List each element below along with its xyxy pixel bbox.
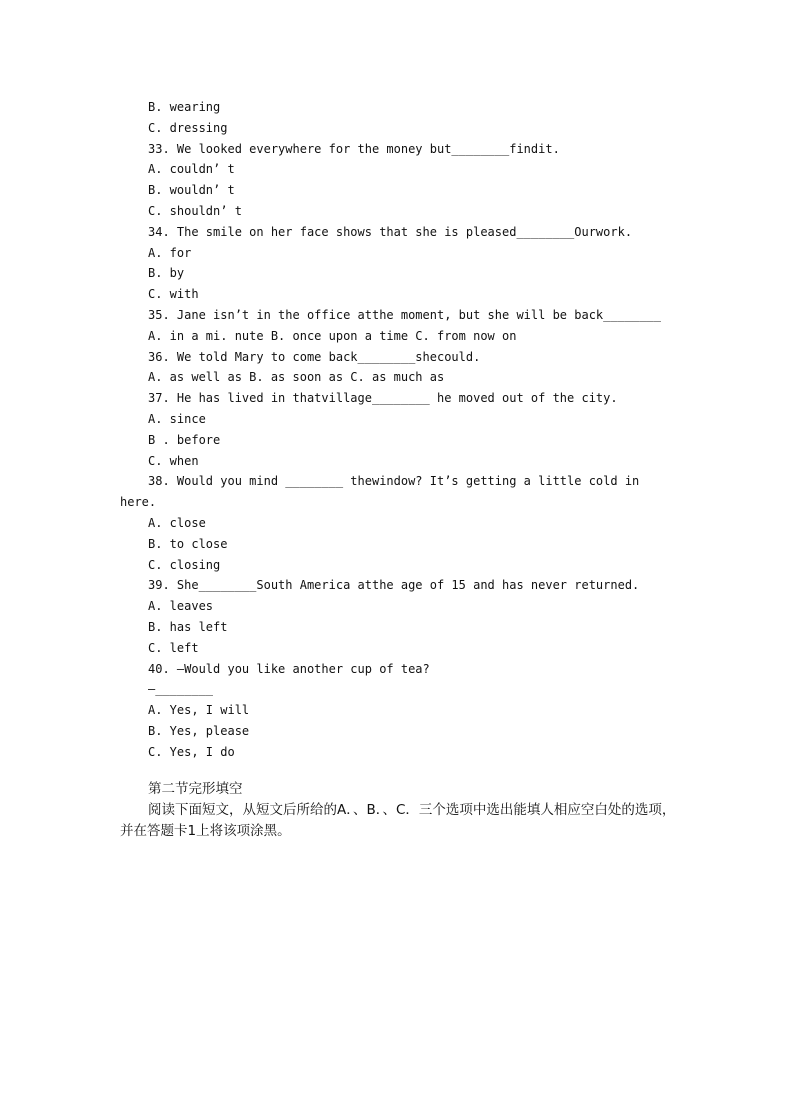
text-line: B . before <box>148 432 221 447</box>
text-line: 38. Would you mind ________ thewindow? It’s getting a little cold in <box>148 474 640 489</box>
text-line: C. dressing <box>148 120 228 135</box>
text-line: B. by <box>148 266 185 281</box>
text-line: A. for <box>148 245 192 260</box>
text-line: A. in a mi. nute B. once upon a time C. from now on <box>148 328 517 343</box>
text-line: C. closing <box>148 557 221 572</box>
text-line: B. to close <box>148 536 228 551</box>
text-line: 36. We told Mary to come back________shecould. <box>148 349 481 364</box>
text-line: 33. We looked everywhere for the money but________findit. <box>148 141 560 156</box>
text-line: A. Yes, I will <box>148 703 250 718</box>
text-line: C. shouldn’ t <box>148 203 242 218</box>
section-instruction: 阅读下面短文，从短文后所给的A．、B．、C．三个选项中选出能填人相应空白处的选项，并在答题卡1上将该项涂黑。 <box>120 802 676 839</box>
text-line: 37. He has lived in thatvillage________ he moved out of the city. <box>148 391 618 406</box>
text-line: 35. Jane isn’t in the office atthe moment, but she will be back________ <box>148 307 661 322</box>
text-line: C. Yes, I do <box>148 744 235 759</box>
text-line: A. couldn’ t <box>148 162 235 177</box>
text-line: A. since <box>148 411 206 426</box>
text-line: here. <box>120 495 157 510</box>
text-line: 34. The smile on her face shows that she is pleased________Ourwork. <box>148 224 633 239</box>
cloze-section <box>120 779 680 842</box>
text-line: A. close <box>148 515 206 530</box>
text-line: C. left <box>148 640 199 655</box>
text-line: C. with <box>148 287 199 302</box>
text-line: —________ <box>148 682 214 697</box>
text-line: B. has left <box>148 619 228 634</box>
text-line: B. wearing <box>148 100 221 114</box>
section-title: 第二节完形填空 <box>148 781 243 797</box>
text-line: A. leaves <box>148 599 214 614</box>
text-line: C. when <box>148 453 199 468</box>
text-line: B. Yes, please <box>148 723 250 738</box>
text-line: A. as well as B. as soon as C. as much as <box>148 370 445 385</box>
text-line: B. wouldn’ t <box>148 183 235 198</box>
text-line: 39. She________South America atthe age of 15 and has never returned. <box>148 578 640 593</box>
question-list <box>120 97 680 763</box>
text-line: 40. —Would you like another cup of tea? <box>148 661 430 676</box>
